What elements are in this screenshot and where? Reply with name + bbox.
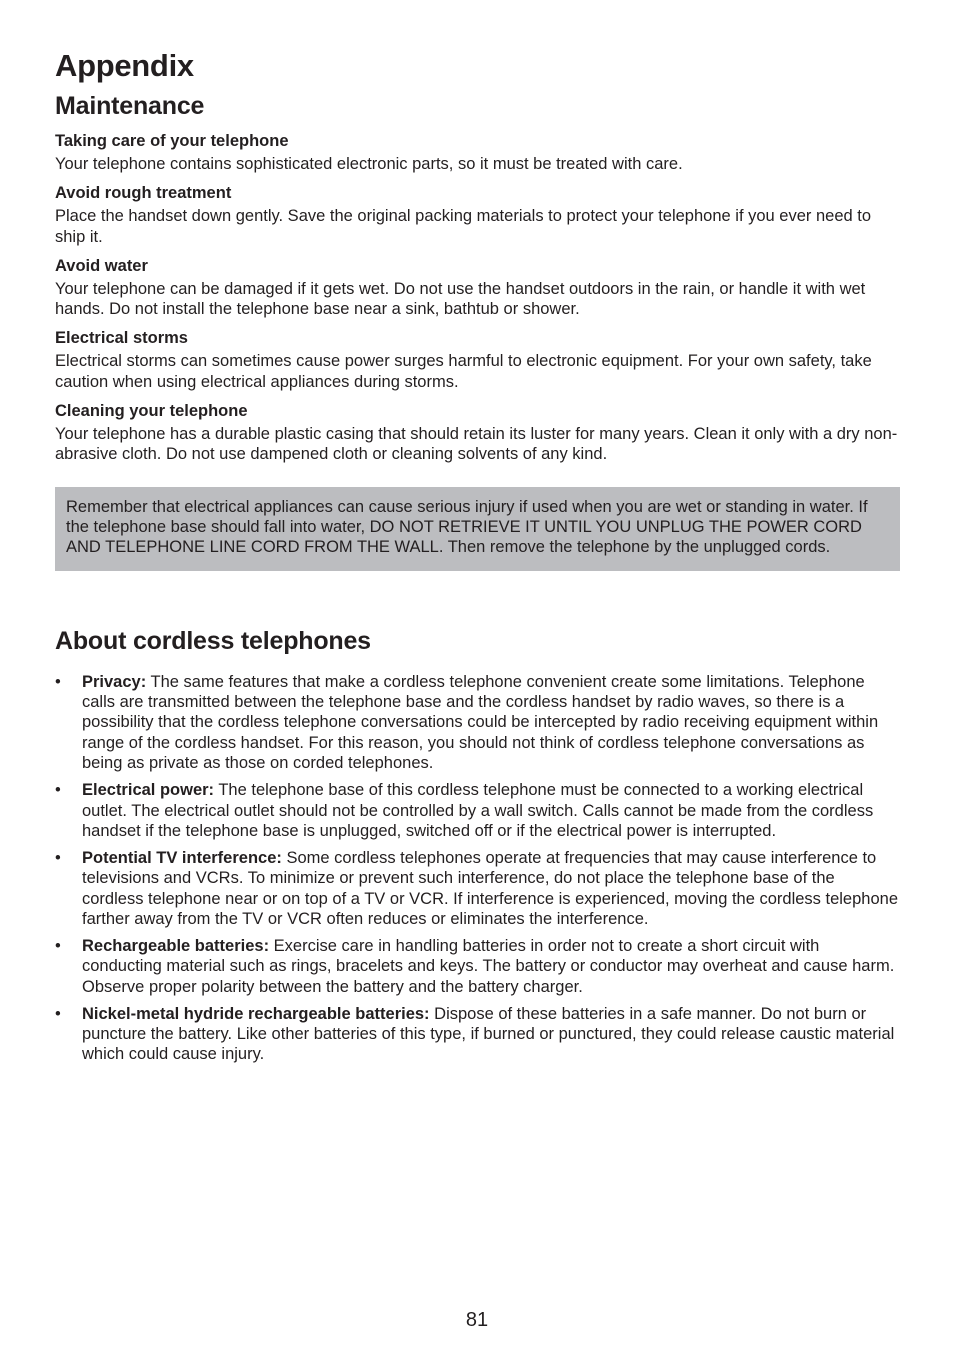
list-item-tv-interference: [55, 848, 900, 930]
page-number: 81: [465, 1309, 489, 1331]
list-item-nimh-batteries: [55, 1004, 900, 1065]
bullet-icon: •: [55, 672, 61, 691]
section-title: Electrical storms: [55, 329, 188, 348]
list-item-rechargeable-batteries: [55, 936, 900, 997]
about-bullet-list: [55, 672, 900, 1065]
section-title: Avoid water: [55, 256, 148, 275]
item-label: Privacy:: [82, 672, 147, 691]
section-body: Your telephone can be damaged if it gets wet. Do not use the handset outdoors in the rain, or handle it with wet hands. Do not install the telephone base near a sink, bathtub or shower.: [55, 279, 866, 319]
page-title: Appendix: [55, 48, 194, 83]
bullet-icon: •: [55, 936, 61, 955]
section-rough-treatment: [55, 183, 900, 247]
section-body: Place the handset down gently. Save the original packing materials to protect your telephone if you ever need to ship it.: [55, 207, 872, 246]
section-title: Taking care of your telephone: [55, 132, 289, 150]
list-item-privacy: [55, 672, 900, 774]
item-label: Nickel-metal hydride rechargeable batteries:: [82, 1004, 430, 1023]
item-text: The same features that make a cordless telephone convenient create some limitations. Telephone calls are transmitted between the telephone base and the cordless handset by radio waves, so there is a possibility that the cordless telephone conversations could be intercepted by radio receiving equipment within range of the cordless handset. For this reason, you should not think of cordless telephone conversations as being as private as those on corded telephones.: [82, 672, 879, 773]
list-item-electrical-power: [55, 780, 900, 841]
item-label: Rechargeable batteries:: [82, 936, 270, 955]
section-electrical-storms: [55, 328, 900, 392]
section-body: Electrical storms can sometimes cause power surges harmful to electronic equipment. For your own safety, take caution when using electrical appliances during storms.: [55, 352, 872, 391]
maintenance-heading: Maintenance: [55, 92, 205, 120]
item-text: Some cordless telephones operate at frequencies that may cause interference to televisions and VCRs. To minimize or prevent such interference, do not place the telephone base of the cordless telephone near or on top of a TV or VCR. If interference is experienced, moving the cordless telephone farther away from the TV or VCR often reduces or eliminates the interference.: [82, 848, 898, 929]
section-taking-care: [55, 131, 900, 174]
bullet-icon: •: [55, 781, 61, 800]
item-text: Dispose of these batteries in a safe manner. Do not burn or puncture the battery. Like other batteries of this type, if burned or punctured, they could release caustic material which could cause injury.: [82, 1004, 895, 1064]
document-page: [55, 44, 900, 1071]
section-cleaning: [55, 401, 900, 465]
item-text: Exercise care in handling batteries in order not to create a short circuit with conducting material such as rings, bracelets and keys. The battery or conductor may overheat and cause harm. Observe proper polarity between the battery and the battery charger.: [82, 936, 895, 996]
bullet-icon: •: [55, 1004, 61, 1023]
section-body: Your telephone has a durable plastic casing that should retain its luster for many years. Clean it only with a dry non-abrasive cloth. Do not use dampened cloth or cleaning solvents of any kind.: [55, 425, 898, 464]
section-title: Avoid rough treatment: [55, 184, 232, 203]
section-body: Your telephone contains sophisticated electronic parts, so it must be treated with care.: [55, 155, 683, 173]
section-title: Cleaning your telephone: [55, 402, 248, 421]
item-text: The telephone base of this cordless telephone must be connected to a working electrical outlet. The electrical outlet should not be controlled by a wall switch. Calls cannot be made from the cordless handset if the telephone base is unplugged, switched off or if the electrical power is interrupted.: [82, 781, 874, 840]
item-label: Potential TV interference:: [82, 848, 282, 867]
warning-box: Remember that electrical appliances can cause serious injury if used when you are wet or standing in water. If the telephone base should fall into water, DO NOT RETRIEVE IT UNTIL YOU UNPLUG THE POWER CORD AND TELEPHONE LINE CORD FROM THE WALL. Then remove the telephone by the unplugged cords.: [55, 487, 900, 571]
bullet-icon: •: [55, 848, 61, 867]
section-avoid-water: [55, 256, 900, 320]
about-heading: About cordless telephones: [55, 626, 371, 655]
item-label: Electrical power:: [82, 781, 215, 800]
